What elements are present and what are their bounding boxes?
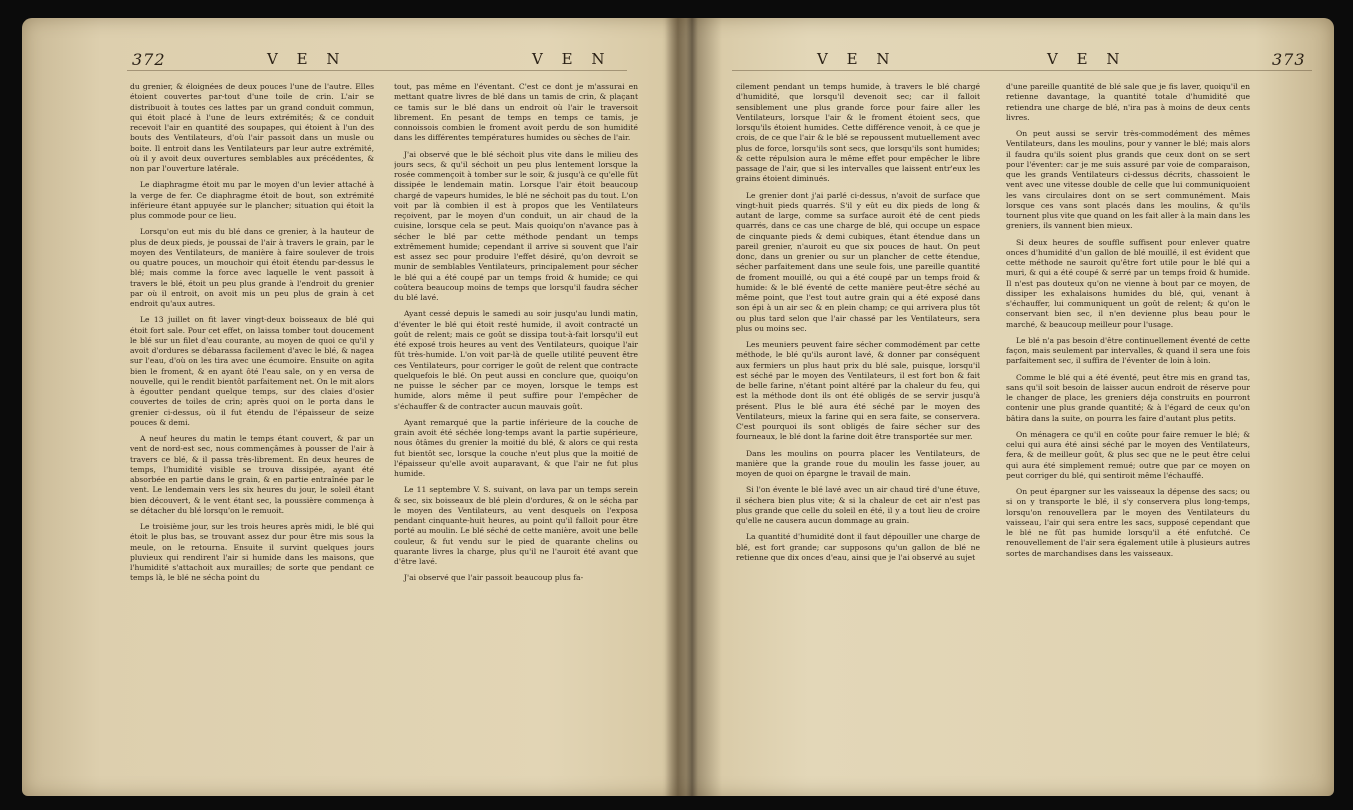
left-page: [22, 18, 672, 796]
paragraph: tout, pas même en l'éventant. C'est ce dont je m'assurai en mettant quatre livres de blé dans un tamis de crin, & plaçant ce tamis sur le blé dans un endroit où l'air le traversoit librement. En pesant de temps en temps ce tamis, je connoissois combien le froment avoit perdu de son humidité dans les différentes températures humides ou sèches de l'air.: [394, 82, 638, 143]
paragraph: Si l'on évente le blé lavé avec un air chaud tiré d'une étuve, il séchera bien plus vite; & si la chaleur de cet air n'est pas plus grande que celle du soleil en été, il y a tout lieu de croire qu'elle ne causera aucun dommage au grain.: [736, 485, 980, 525]
paragraph: Ayant remarqué que la partie inférieure de la couche de grain avoit été séchée long-temps avant la partie supérieure, nous ôtâmes du grenier la moitié du blé, & alors ce qui resta fut bientôt sec, lorsque la couche n'eut plus que la moitié de l'épaisseur qu'elle avoit auparavant, & que l'air ne fut plus humide.: [394, 417, 638, 478]
paragraph: cilement pendant un temps humide, à travers le blé chargé d'humidité, que lorsqu'il devenoit sec; car il falloit sensiblement une plus grande force pour faire aller les Ventilateurs, lorsque l'air & le froment étoient secs, que lorsqu'ils étoient humides. Cette différence venoit, à ce que je crois, de ce que l'air & le blé se repoussent mutuellement avec plus de force, lorsqu'ils sont secs, que lorsqu'ils sont humides; & cette répulsion aura le même effet pour empêcher le libre passage de l'air, que si les intervalles que laissent entr'eux les grains étoient diminués.: [736, 82, 980, 184]
paragraph: A neuf heures du matin le temps étant couvert, & par un vent de nord-est sec, nous commençâmes à pousser de l'air à travers ce blé, & il passa très-librement. En deux heures de temps, l'humidité visible se trouva dissipée, ayant été absorbée en partie dans le grain, & en partie entraînée par le vent. Le lendemain vers les six heures du jour, le soleil étant bien découvert, & le vent étant sec, la poussière commença à se détacher du blé lorsqu'on le remuoit.: [130, 434, 374, 515]
paragraph: Le blé n'a pas besoin d'être continuellement éventé de cette façon, mais seulement par intervalles, & quand il sera une fois parfaitement sec, il suffira de l'éventer de loin à loin.: [1006, 335, 1250, 366]
paragraph: On peut épargner sur les vaisseaux la dépense des sacs; ou si on y transporte le blé, il s'y conservera plus long-temps, lorsqu'on renouvellera par le moyen des Ventilateurs du vaisseau, l'air qui sera entre les sacs, supposé cependant que le blé ne fût pas humide lorsqu'il a été enfutché. Ce renouvellement de l'air sera également utile à plusieurs autres sortes de marchandises dans les vaisseaux.: [1006, 487, 1250, 558]
left-page-number: 372: [132, 50, 166, 69]
left-column-1: [130, 82, 374, 782]
paragraph: du grenier, & éloignées de deux pouces l'une de l'autre. Elles étoient couvertes par-tout d'une toile de crin. L'air se distribuoit à toutes ces lattes par un grand conduit commun, qui étoit placé à l'une de leurs extrémités; & ce conduit recevoit l'air en quantité des soupapes, qui étoient à l'un des bouts des Ventilateurs, d'où l'air passoit dans un musle ou boite. Il entroit dans les Ventilateurs par leur autre extrémité, où il y avoit deux ouvertures semblables aux précédentes, & non par l'ouverture latérale.: [130, 82, 374, 173]
left-running-head-1: V E N: [267, 50, 347, 68]
right-column-1: [736, 82, 980, 782]
paragraph: Dans les moulins on pourra placer les Ventilateurs, de manière que la grande roue du moulin les fasse jouer, au moyen de quoi on épargne le travail de main.: [736, 448, 980, 478]
paragraph: Le diaphragme étoit mu par le moyen d'un levier attaché à la verge de fer. Ce diaphragme étoit de bout, son extrémité inférieure étant appuyée sur le plancher; situation qui étoit la plus commode pour ce lieu.: [130, 180, 374, 220]
book-spread: [22, 18, 1334, 796]
paragraph: J'ai observé que le blé séchoit plus vite dans le milieu des jours secs, & qu'il séchoit un peu plus lentement lorsque la rosée commençoit à tomber sur le soir, & jusqu'à ce qu'elle fût dissipée le lendemain matin. Lorsque l'air étoit beaucoup chargé de vapeurs humides, le blé ne séchoit pas du tout. L'on voit par là combien il est à propos que les Ventilateurs reçoivent, par le moyen d'un conduit, un air chaud de la cuisine, lorsque cela se peut. Mais quoiqu'on n'avance pas à sécher le blé par cette méthode pendant un temps extrêmement humide; cependant il arrive si souvent que l'air est assez sec pour produire l'effet désiré, qu'on devroit se munir de semblables Ventilateurs, principalement pour sécher le blé qui a été coupé par un temps froid & humide; ce qui coûtera beaucoup moins de temps que lorsqu'il faudra sécher du blé lavé.: [394, 149, 638, 302]
right-page-number: 373: [1272, 50, 1306, 69]
paragraph: On ménagera ce qu'il en coûte pour faire remuer le blé; & celui qui aura été ainsi séché par le moyen des Ventilateurs, fera, & de meilleur goût, & plus sec que ne le peut être celui qui aura été simplement remué; outre que par ce moyen on peut corriger du blé, qui sentiroit même l'échauffé.: [1006, 429, 1250, 480]
paragraph: Ayant cessé depuis le samedi au soir jusqu'au lundi matin, d'éventer le blé qui étoit resté humide, il avoit contracté un goût de relent; mais ce goût se dissipa tout-à-fait lorsqu'il eut été exposé trois heures au vent des Ventilateurs, quoique l'air fût très-humide. L'on voit par-là de quelle utilité peuvent être ces Ventilateurs, pour corriger le goût de relent que contracte quelquefois le blé. On peut aussi en conclure que, quoiqu'on ne puisse le sécher par ce moyen, lorsque le temps est humide, alors même il peut suffire pour l'empêcher de s'échauffer & de contracter aucun mauvais goût.: [394, 309, 638, 411]
paragraph: Le 13 juillet on fit laver vingt-deux boisseaux de blé qui étoit fort sale. Pour cet effet, on laissa tomber tout doucement le blé sur un filet d'eau courante, au moyen de quoi ce qu'il y avoit d'ordures se débarassa facilement d'avec le blé, & nagea sur l'eau, d'où on les tira avec une écumoire. Ensuite on agita bien le froment, & en ayant ôté l'eau sale, on y en versa de nouvelle, qui le rendit bientôt parfaitement net. On le mit alors à égoutter pendant quelque temps, sur des claies d'osier couvertes de toiles de crin; après quoi on le porta dans le grenier ci-dessus, où il fut étendu de l'épaisseur de seize pouces & demi.: [130, 315, 374, 427]
right-column-2: [1006, 82, 1250, 782]
right-running-head-1: V E N: [817, 50, 897, 68]
paragraph: Les meuniers peuvent faire sécher commodément par cette méthode, le blé qu'ils auront lavé, & donner par conséquent aux fermiers un plus haut prix du blé sale, puisque, lorsqu'il est séché par le moyen des Ventilateurs, il est fort bon & fait de belle farine, n'étant point altéré par la chaleur du feu, qui est la méthode dont ils ont été obligés de se servir jusqu'à présent. Plus le blé aura été séché par le moyen des Ventilateurs, mieux la farine qui en sera faite, se conservera. C'est pourquoi ils sont obligés de faire sécher sur des fourneaux, le blé dont la farine doit être transportée sur mer.: [736, 340, 980, 442]
left-header-rule: [127, 70, 627, 71]
paragraph: Lorsqu'on eut mis du blé dans ce grenier, à la hauteur de plus de deux pieds, je poussai de l'air à travers le grain, par le moyen des Ventilateurs, de manière à faire soulever de trois ou quatre pouces, un mouchoir qui étoit étendu par-dessus le blé; mais comme la force avec laquelle le vent passoit à travers le blé, étoit un peu plus grande à l'endroit du grenier par où il entroit, on avoit mis un peu plus de grain à cet endroit qu'aux autres.: [130, 227, 374, 308]
left-running-head-2: V E N: [532, 50, 612, 68]
right-page: [712, 18, 1334, 796]
paragraph: Le grenier dont j'ai parlé ci-dessus, n'avoit de surface que vingt-huit pieds quarrés. S'il y eût eu dix pieds de long & autant de large, comme sa surface auroit été de cent pieds quarrés, dans ce cas une charge de blé, qui occupe un espace de cinquante pieds & demi cubiques, étant étendue dans un pareil grenier, n'auroit eu que six pouces de haut. On peut donc, dans un grenier ou sur un plancher de cette étendue, sécher parfaitement dans une seule fois, une pareille quantité de froment mouillé, ou qui a été coupé par un temps froid & humide: & le blé éventé de cette manière peut-être séché au même point, que l'est tout autre grain qui a été exposé dans son épi à un air sec & en plein champ; ce qui arrivera plus tôt ou plus tard selon que l'air chassé par les Ventilateurs, sera plus ou moins sec.: [736, 190, 980, 333]
right-running-head-2: V E N: [1047, 50, 1127, 68]
right-header-rule: [732, 70, 1312, 71]
paragraph: Comme le blé qui a été éventé, peut être mis en grand tas, sans qu'il soit besoin de laisser aucun endroit de réserve pour le changer de place, les greniers déja construits en pourront contenir une plus grande quantité; & à l'égard de ceux qu'on bâtira dans la suite, on pourra les faire d'autant plus petits.: [1006, 372, 1250, 423]
left-column-2: [394, 82, 638, 782]
paragraph: Si deux heures de souffle suffisent pour enlever quatre onces d'humidité d'un gallon de blé mouillé, il est évident que cette méthode ne sauroit qu'être fort utile pour le blé qui a muri, & qui a été coupé & serré par un temps froid & humide. Il n'est pas douteux qu'on ne vienne à bout par ce moyen, de dissiper les exhalaisons humides du blé, qui, venant à s'échauffer, lui communiquent un goût de relent; & qu'on le conservant bien sec, il n'en devienne plus beau pour le marché, & beaucoup meilleur pour l'usage.: [1006, 237, 1250, 329]
paragraph: Le 11 septembre V. S. suivant, on lava par un temps serein & sec, six boisseaux de blé plein d'ordures, & on le sécha par le moyen des Ventilateurs, au vent desquels on l'exposa pendant cinquante-huit heures, au point qu'il falloit pour être porté au moulin. Le blé séché de cette manière, avoit une belle couleur, & fut vendu sur le pied de quarante chelins ou quarante livres la charge, plus qu'il ne l'auroit été avant que d'être lavé.: [394, 485, 638, 566]
paragraph: On peut aussi se servir très-commodément des mêmes Ventilateurs, dans les moulins, pour y vanner le blé; mais alors il faudra qu'ils soient plus grands que ceux dont on se sert pour l'éventer: car je me suis assuré par voie de comparaison, que les grands Ventilateurs ci-dessus décrits, chassoient le vent avec une vitesse double de celle que lui communiquoient les vans circulaires dont on se sert communément. Mais lorsque ces vans sont placés dans les moulins, & qu'ils tournent plus vite que quand on les fait aller à la main dans les greniers, ils vannent bien mieux.: [1006, 129, 1250, 231]
paragraph: J'ai observé que l'air passoit beaucoup plus fa-: [404, 573, 584, 583]
paragraph: Le troisième jour, sur les trois heures après midi, le blé qui étoit le plus bas, se trouvant assez dur pour être mis sous la meule, on le retourna. Ensuite il survint quelques jours pluvieux qui rendirent l'air si humide dans les maisons, que l'humidité s'attachoit aux murailles; de sorte que pendant ce temps là, le blé ne sécha point du: [130, 522, 374, 583]
paragraph: La quantité d'humidité dont il faut dépouiller une charge de blé, est fort grande; car supposons qu'un gallon de blé ne retienne que dix onces d'eau, ainsi que je l'ai observé au sujet: [736, 532, 980, 562]
paragraph: d'une pareille quantité de blé sale que je fis laver, quoiqu'il en retienne davantage, la quantité totale d'humidité que retiendra une charge de blé, n'ira pas à moins de deux cents livres.: [1006, 82, 1250, 122]
